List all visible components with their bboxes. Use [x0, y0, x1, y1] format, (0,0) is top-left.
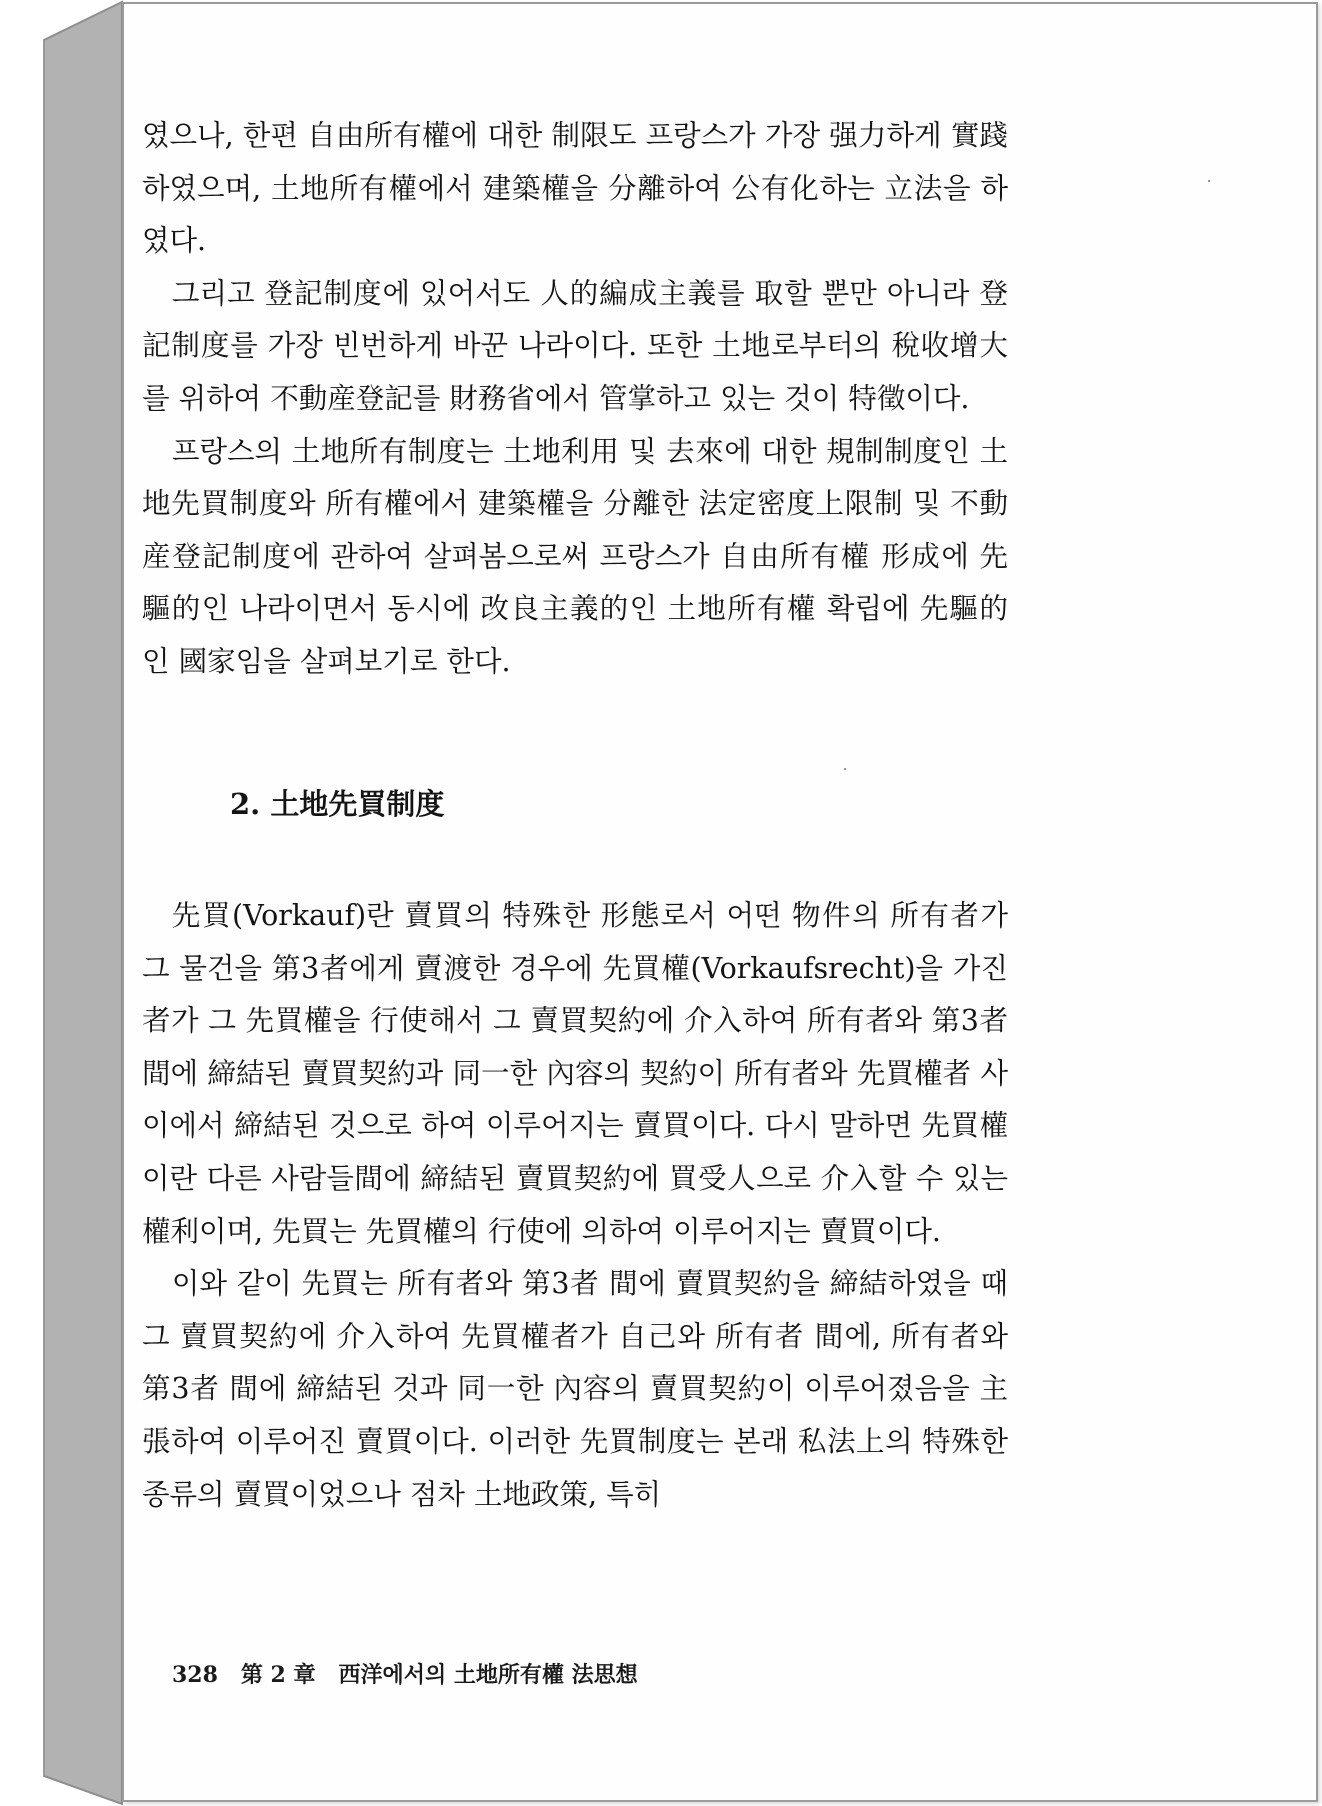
intro-paragraph-3: 프랑스의 土地所有制度는 土地利用 및 去來에 대한 規制制度인 土地先買制度와 所有權에서 建築權을 分離한 法定密度上限制 및 不動産登記制度에 관하여 살펴봄으로써 프랑스가 自由所有權 形成에 先驅的인 나라이면서 동시에 改良主義的인 土地所有權 확립에 先驅的인 國家임을 살펴보기로 한다. — [142, 434, 1008, 678]
body-paragraph-1: 先買(Vorkauf)란 賣買의 特殊한 形態로서 어떤 物件의 所有者가 그 물건을 第3者에게 賣渡한 경우에 先買權(Vorkaufsrecht)을 가진 者가 그 先買權을 行使해서 그 賣買契約에 介入하여 所有者와 第3者 間에 締結된 賣買契約과 同一한 內容의 契約이 所有者와 先買權者 사이에서 締結된 것으로 하여 이루어지는 賣買이다. 다시 말하면 先買權이란 다른 사람들間에 締結된 賣買契約에 買受人으로 介入할 수 있는 權利이며, 先買는 先買權의 行使에 의하여 이루어지는 賣買이다. — [142, 899, 1008, 1248]
book-spine — [0, 0, 140, 1806]
scan-speck — [1208, 180, 1210, 182]
body-paragraph-2: 이와 같이 先買는 所有者와 第3者 間에 賣買契約을 締結하였을 때 그 賣買契約에 介入하여 先買權者가 自己와 所有者 間에, 所有者와 第3者 間에 締結된 것과 同一한 內容의 賣買契約이 이루어졌음을 主張하여 이루어진 賣買이다. 이러한 先買制度는 본래 私法上의 特殊한 종류의 賣買이었으나 점차 土地政策, 특히 — [142, 1267, 1008, 1511]
intro-paragraph-2: 그리고 登記制度에 있어서도 人的編成主義를 取할 뿐만 아니라 登記制度를 가장 빈번하게 바꾼 나라이다. 또한 土地로부터의 稅收增大를 위하여 不動産登記를 財務省에서 管掌하고 있는 것이 特徵이다. — [142, 276, 1008, 415]
scan-speck — [844, 768, 846, 770]
section-body-text — [142, 890, 1008, 1521]
intro-text — [142, 110, 1008, 689]
intro-paragraph-1: 였으나, 한편 自由所有權에 대한 制限도 프랑스가 가장 强力하게 實踐하였으며, 土地所有權에서 建築權을 分離하여 公有化하는 立法을 하였다. — [142, 119, 1008, 258]
section-heading: 2. 土地先買制度 — [230, 787, 445, 821]
page-footer: 328 第 2 章 西洋에서의 土地所有權 法思想 — [172, 1662, 638, 1688]
